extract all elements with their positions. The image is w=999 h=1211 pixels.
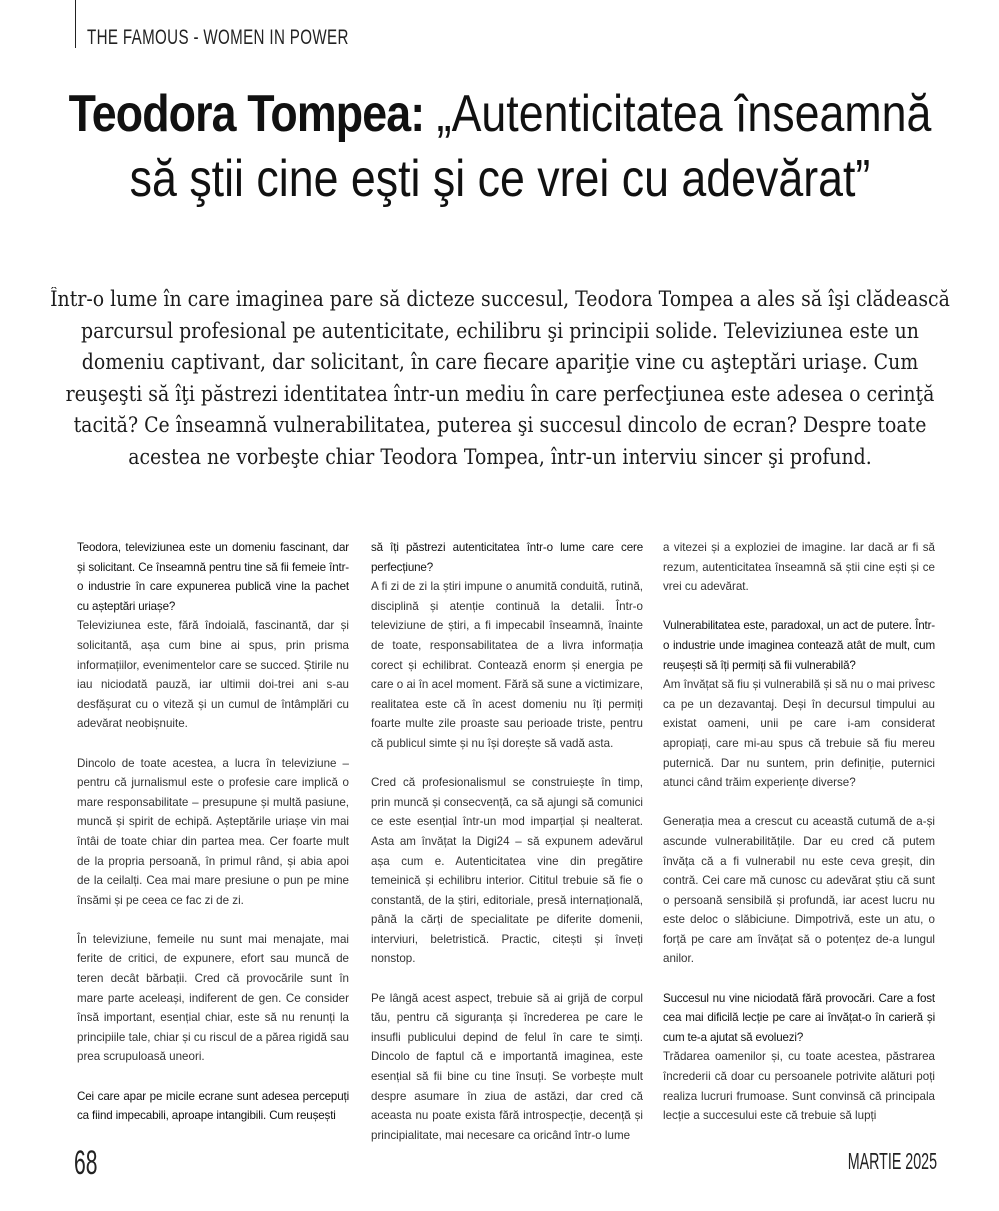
answer: Generația mea a crescut cu această cutumă de a-și ascunde vulnerabilitățile. Dar eu cred că putem învăța că a fi vulnerabil nu este ceva greșit, din contră. Cei care mă cunosc cu adevărat știu că sunt o persoană sensibilă și profundă, iar acest lucru nu este deloc o slăbiciune. Dimpotrivă, este un atu, o forță pe care am învățat să o potențez de-a lungul anilor. (663, 815, 935, 966)
answer: Pe lângă acest aspect, trebuie să ai grijă de corpul tău, pentru că siguranța și încrederea pe care le insufli publicului depind de felul în care te simți. Dincolo de faptul că e importantă imaginea, este esențial să fii bine cu tine însuți. Se vorbește mult despre asumare în ziua de astăzi, dar cred că aceasta nu poate exista fără introspecție, decență și principialitate, mai necesare ca oricând într-o lume (371, 991, 643, 1142)
answer: Dincolo de toate acestea, a lucra în televiziune – pentru că jurnalismul este o profesie care implică o mare responsabilitate – presupune și multă pasiune, muncă și spirit de echipă. Așteptările uriașe vin mai întâi de toate chiar din partea mea. Cer foarte mult de la propria persoană, în primul rând, și abia apoi de la ceilalți. Cea mai mare presiune o pun pe mine însămi și pe ceea ce fac zi de zi. (77, 756, 349, 907)
title-name: Teodora Tompea: (68, 85, 425, 143)
answer: Cred că profesionalismul se construiește în timp, prin muncă și consecvență, ca să ajungi să comunici ce este esențial într-un mod imparțial și nealterat. Asta am învățat la Digi24 – să expunem adevărul așa cum e. Autenticitatea vine din pregătire temeinică și echilibru interior. Cititul trebuie să fie o constantă, de la știri, editoriale, presă internațională, până la cărți de specialitate pe diferite domenii, interviuri, beletristică. Practic, citești și înveți nonstop. (371, 776, 643, 966)
section-header: THE FAMOUS - WOMEN IN POWER (87, 26, 349, 49)
question: Succesul nu vine niciodată fără provocări. Care a fost cea mai dificilă lecție pe care ai învățat-o în carieră și cum te-a ajutat să evoluezi? (663, 991, 935, 1044)
paragraph (663, 812, 935, 969)
column-3 (663, 538, 935, 1126)
paragraph (77, 754, 349, 911)
answer: Am învățat să fiu și vulnerabilă și să nu o mai privesc ca pe un dezavantaj. Deși în decursul timpului au existat oameni, unii pe care i-am considerat apropiați, care mi-au spus că trebuie să fiu mereu puternică. Dar nu suntem, prin definiție, puternici atunci când trăim experiențe diverse? (663, 678, 935, 790)
question: Cei care apar pe micile ecrane sunt adesea percepuți ca fiind impecabili, aproape intangibili. Cum reușești (77, 1089, 349, 1123)
paragraph (663, 538, 935, 597)
intro-text: Într-o lume în care imaginea pare să dicteze succesul, Teodora Tompea a ales să îşi clădească parcursul profesional pe autenticitate, echilibru şi principii solide. Televiziunea este un domeniu captivant, dar solicitant, în care fiecare apariţie vine cu aşteptări uriaşe. Cum reuşeşti să îţi păstrezi identitatea într-un mediu în care perfecţiunea este adesea o cerinţă tacită? Ce înseamnă vulnerabilitatea, puterea şi succesul dincolo de ecran? Despre toate acestea ne vorbeşte chiar Teodora Tompea, într-un interviu sincer şi profund. (50, 287, 950, 469)
paragraph (77, 930, 349, 1067)
qa-block (77, 538, 349, 734)
qa-block (77, 1087, 349, 1126)
answer: Televiziunea este, fără îndoială, fascinantă, dar și solicitantă, așa cum bine ai spus, prin prisma informațiilor, evenimentelor care se succed. Știrile nu iau niciodată pauză, iar ultimii doi-trei ani s-au desfășurat cu o viteză și un cumul de întâmplări cu adevărat neobișnuite. (77, 619, 349, 731)
qa-block (663, 989, 935, 1126)
qa-block (371, 538, 643, 754)
answer: În televiziune, femeile nu sunt mai menajate, mai ferite de critici, de expunere, efort sau muncă de teren decât bărbații. Cred că provocările sunt în mare parte aceleași, indiferent de gen. Ce consider însă important, esențial chiar, este să nu renunți la principiile tale, chiar și cu riscul de a părea rigidă sau prea scrupuloasă uneori. (77, 932, 349, 1064)
header-rule (75, 0, 76, 48)
paragraph (371, 773, 643, 969)
question: Vulnerabilitatea este, paradoxal, un act de putere. Într-o industrie unde imaginea contează atât de mult, cum reușești să îți permiți să fii vulnerabilă? (663, 619, 935, 672)
question: Teodora, televiziunea este un domeniu fascinant, dar și solicitant. Ce înseamnă pentru tine să fii femeie într-o industrie în care expunerea publică vine la pachet cu așteptări uriașe? (77, 541, 349, 613)
paragraph (371, 989, 643, 1146)
answer: a vitezei și a exploziei de imagine. Iar dacă ar fi să rezum, autenticitatea înseamnă să știi cine ești și ce vrei cu adevărat. (663, 541, 935, 594)
qa-block (663, 616, 935, 792)
question: să îți păstrezi autenticitatea într-o lume care cere perfecțiune? (371, 541, 643, 574)
answer: Trădarea oamenilor și, cu toate acestea, păstrarea încrederii că doar cu persoanele potrivite alături poți realiza lucruri frumoase. Sunt convinsă că principala lecție a succesului este că trebuie să lupți (663, 1050, 935, 1123)
article-title (40, 82, 960, 212)
article-intro (45, 284, 955, 473)
title-quote: „Autenticitatea înseamnă să ştii cine eşti şi ce vrei cu adevărat” (129, 85, 932, 208)
article-body (77, 538, 937, 1142)
answer: A fi zi de zi la știri impune o anumită conduită, rutină, disciplină și atenție continuă la detalii. Într-o televiziune de știri, a fi impecabil înseamnă, înainte de toate, responsabilitatea de a livra informația corect și echilibrat. Contează enorm și energia pe care o ai în acel moment. Fără să sune a victimizare, realitatea este că în acest domeniu nu îți permiți foarte multe zile proaste sau perioade triste, pentru că publicul simte și nu își dorește să vadă asta. (371, 580, 643, 750)
page-number: 68 (74, 1144, 98, 1182)
issue-date: MARTIE 2025 (847, 1148, 937, 1174)
column-1 (77, 538, 349, 1126)
column-2 (371, 538, 643, 1145)
